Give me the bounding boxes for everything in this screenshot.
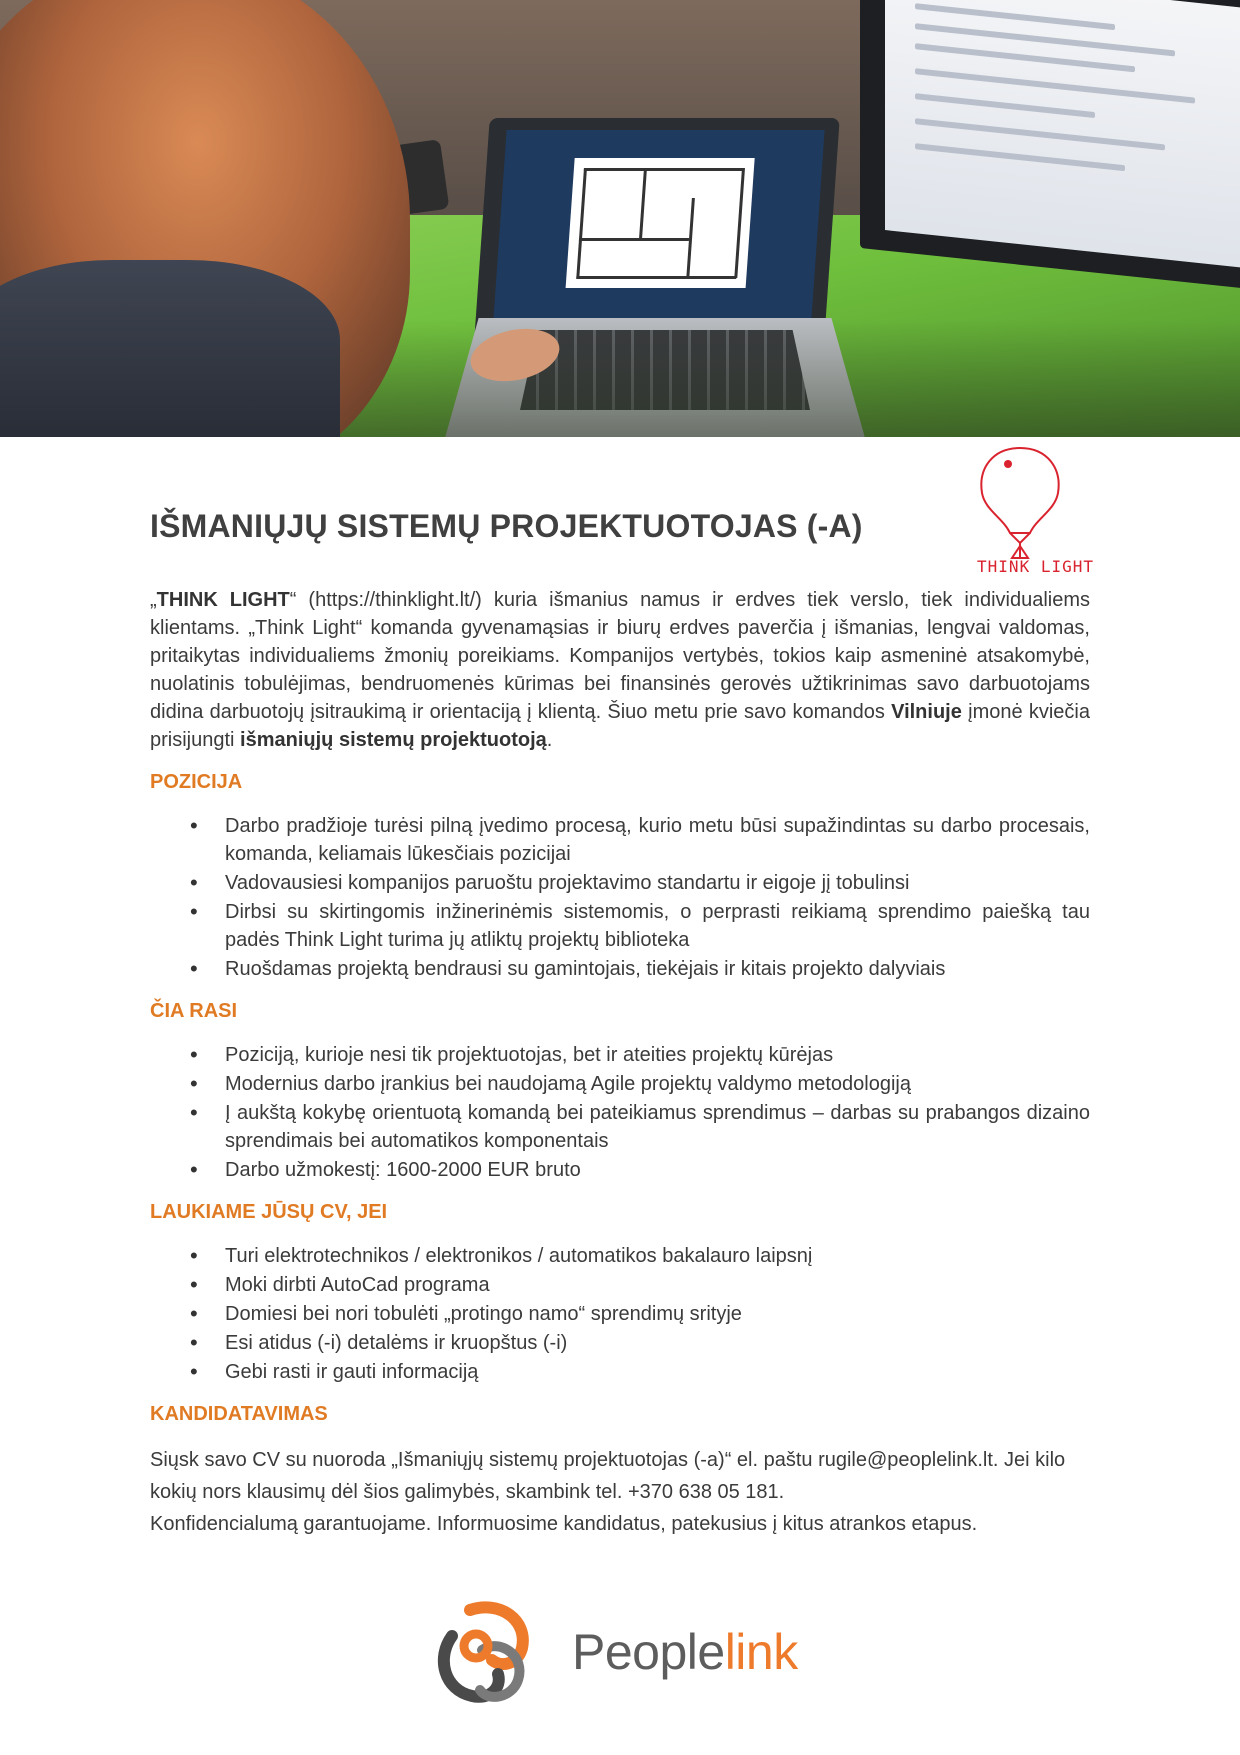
- peoplelink-mark-icon: [430, 1598, 540, 1708]
- apply-instructions: Siųsk savo CV su nuoroda „Išmaniųjų sistemų projektuotojas (-a)“ el. paštu rugile@peoplelink.lt. Jei kilo kokių nors klausimų dėl šios galimybės, skambink tel. +370 638 05 181.: [150, 1449, 1066, 1503]
- list-item: • Turi elektrotechnikos / elektronikos / automatikos bakalauro laipsnį: [150, 1242, 1090, 1270]
- apply-text: [150, 1444, 1090, 1540]
- offer-list: [150, 1041, 1090, 1184]
- requirements-list: [150, 1242, 1090, 1386]
- hero-photo: [0, 0, 1240, 437]
- list-item: • Į aukštą kokybę orientuotą komandą bei pateikiamus sprendimus – darbas su prabangos dizaino sprendimais bei automatikos komponentais: [150, 1099, 1090, 1155]
- section-heading-offer: ČIA RASI: [150, 1000, 238, 1022]
- list-item: • Domiesi bei nori tobulėti „protingo namo“ sprendimų srityje: [150, 1300, 1090, 1328]
- person-shoulder: [0, 260, 340, 437]
- peoplelink-wordmark: Peoplelink: [572, 1624, 798, 1680]
- list-item: • Poziciją, kurioje nesi tik projektuotojas, bet ir ateities projektų kūrėjas: [150, 1041, 1090, 1069]
- confidentiality-note: Konfidencialumą garantuojame. Informuosime kandidatus, patekusius į kitus atrankos etapus.: [150, 1513, 978, 1535]
- section-heading-apply: KANDIDATAVIMAS: [150, 1403, 328, 1425]
- brand-logo-text: THINK LIGHT: [977, 557, 1094, 576]
- list-item: • Gebi rasti ir gauti informaciją: [150, 1358, 1090, 1386]
- list-item: • Darbo pradžioje turėsi pilną įvedimo procesą, kurio metu būsi supažindintas su darbo procesais, komanda, keliamais lūkesčiais pozicijai: [150, 812, 1090, 868]
- position-list: [150, 812, 1090, 983]
- floor-plan: [566, 158, 755, 288]
- list-item: • Ruošdamas projektą bendrausi su gamintojais, tiekėjais ir kitais projekto dalyviais: [150, 955, 1090, 983]
- page-title: IŠMANIŲJŲ SISTEMŲ PROJEKTUOTOJAS (-A): [150, 508, 863, 544]
- list-item: • Esi atidus (-i) detalėms ir kruopštus (-i): [150, 1329, 1090, 1357]
- city: Vilniuje: [891, 701, 962, 723]
- list-item: • Darbo užmokestį: 1600-2000 EUR bruto: [150, 1156, 1090, 1184]
- monitor-screen: [885, 0, 1240, 270]
- company-name: THINK LIGHT: [156, 589, 290, 611]
- list-item: • Modernius darbo įrankius bei naudojamą Agile projektų valdymo metodologiją: [150, 1070, 1090, 1098]
- section-heading-position: POZICIJA: [150, 771, 243, 793]
- intro-paragraph: „THINK LIGHT“ (https://thinklight.lt/) kuria išmanius namus ir erdves tiek verslo, tiek individualiems klientams. „Think Light“ komanda gyvenamąsias ir biurų erdves paverčia į išmanias, lengvai valdomas, pritaikytas individualiems žmonių poreikiams. Kompanijos vertybės, tokios kaip asmeninė atsakomybė, nuolatinis tobulėjimas, bendruomenės kūrimas bei finansinės gerovės užtikrinimas savo darbuotojams didina darbuotojų įsitraukimą ir orientaciją į klientą. Šiuo metu prie savo komandos Vilniuje įmonė kviečia prisijungti išmaniųjų sistemų projektuotoją.: [150, 589, 1090, 751]
- section-heading-requirements: LAUKIAME JŪSŲ CV, JEI: [150, 1201, 388, 1223]
- list-item: • Moki dirbti AutoCad programa: [150, 1271, 1090, 1299]
- role-name: išmaniųjų sistemų projektuotoją: [240, 729, 547, 751]
- peoplelink-logo: [430, 1598, 830, 1708]
- job-description: [150, 586, 1090, 1540]
- list-item: • Dirbsi su skirtingomis inžinerinėmis sistemomis, o perprasti reikiamą sprendimo paiešką tau padės Think Light turima jų atliktų projektų biblioteka: [150, 898, 1090, 954]
- laptop-screen: [493, 130, 824, 320]
- list-item: • Vadovausiesi kompanijos paruoštu projektavimo standartu ir eigoje jį tobulinsi: [150, 869, 1090, 897]
